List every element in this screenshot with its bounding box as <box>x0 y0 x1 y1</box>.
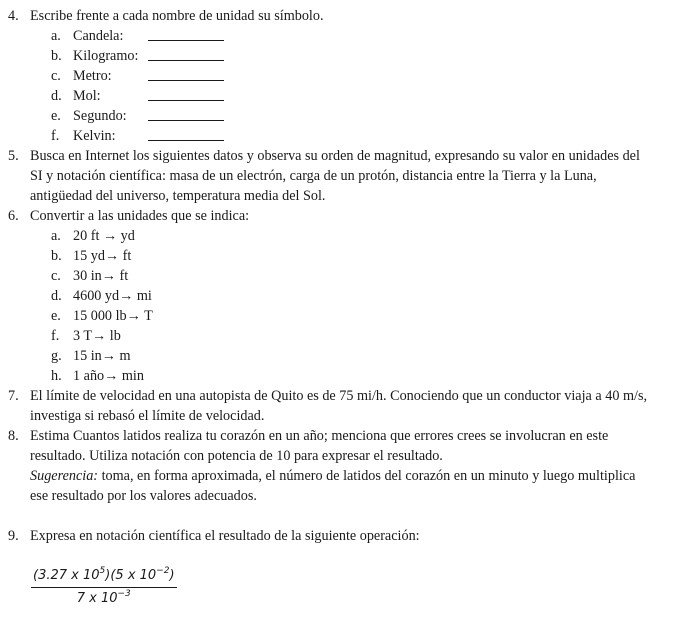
question-text: Convertir a las unidades que se indica: <box>30 208 250 224</box>
suggestion-label: Sugerencia: <box>30 468 99 484</box>
answer-blank[interactable] <box>148 46 224 61</box>
list-item: e. 15 000 lb→ T <box>51 308 153 324</box>
answer-blank[interactable] <box>148 26 224 41</box>
list-item: d. Mol: <box>51 88 101 104</box>
list-item: f. Kelvin: <box>51 128 116 144</box>
question-number: 5. <box>8 148 19 164</box>
list-item: d. 4600 yd→ mi <box>51 288 152 304</box>
fraction-denominator: 7 x $10^{-3}$ <box>76 589 131 606</box>
list-item: g. 15 in→ m <box>51 348 131 364</box>
question-8 <box>8 426 693 506</box>
answer-blank[interactable] <box>148 126 224 141</box>
question-7 <box>8 386 693 426</box>
answer-blank[interactable] <box>148 106 224 121</box>
list-item: b. 15 yd→ ft <box>51 248 132 264</box>
list-item: c. 30 in→ ft <box>51 268 129 284</box>
question-6 <box>8 206 693 226</box>
question-number: 6. <box>8 208 19 224</box>
list-item: c. Metro: <box>51 68 112 84</box>
answer-blank[interactable] <box>148 66 224 81</box>
answer-blank[interactable] <box>148 86 224 101</box>
question-9 <box>8 526 693 546</box>
question-text: Busca en Internet los siguientes datos y observa su orden de magnitud, expresando su valor en unidades del SI y notación científica: masa de un electrón, carga de un protón, distancia entre la Tierra y la Luna, antigüedad del universo, temperatura media del Sol. <box>30 148 640 204</box>
list-item: a. Candela: <box>51 28 124 44</box>
question-text: Escribe frente a cada nombre de unidad su símbolo. <box>30 8 324 24</box>
list-item: e. Segundo: <box>51 108 127 124</box>
list-item: h. 1 año→ min <box>51 368 144 384</box>
question-text: Estima Cuantos latidos realiza tu corazón en un año; menciona que errores crees se involucran en este resultado. Utiliza notación con potencia de 10 para expresar el resultado. Sugerencia: toma, en forma aproximada, el número de latidos del corazón en un minuto y luego multiplica ese resultado por los valores adecuados. <box>30 426 693 506</box>
list-item: b. Kilogramo: <box>51 48 139 64</box>
question-number: 7. <box>8 388 19 404</box>
fraction-expression <box>31 566 177 609</box>
question-number: 9. <box>8 528 19 544</box>
suggestion: Sugerencia: toma, en forma aproximada, el número de latidos del corazón en un minuto y luego multiplica <box>30 468 636 484</box>
question-number: 4. <box>8 8 19 24</box>
question-5 <box>8 146 693 206</box>
question-text: El límite de velocidad en una autopista de Quito es de 75 mi/h. Conociendo que un conductor viaja a 40 m/s, investiga si rebasó el límite de velocidad. <box>30 388 648 424</box>
question-text: Expresa en notación científica el resultado de la siguiente operación: <box>30 528 420 544</box>
list-item: f. 3 T→ lb <box>51 328 121 344</box>
question-number: 8. <box>8 428 19 444</box>
question-4 <box>8 6 693 26</box>
fraction-numerator: (3.27 x $10^5)(5$ x $10^{-2}$) <box>31 566 177 588</box>
list-item: a. 20 ft → yd <box>51 228 135 244</box>
